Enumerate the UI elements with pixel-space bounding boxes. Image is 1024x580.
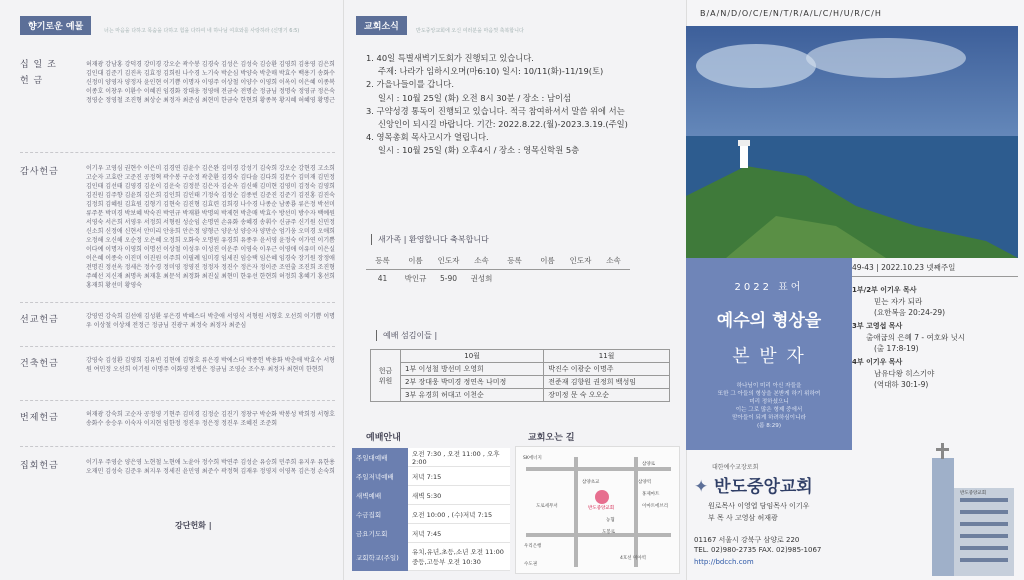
visitor-cell — [564, 270, 597, 288]
sermon-ref: (역대하 30:1-9) — [874, 380, 929, 389]
map-graphic — [516, 447, 681, 575]
church-name — [694, 472, 813, 497]
motto-box — [686, 258, 852, 450]
map-label: 삼양초교 — [582, 480, 600, 485]
section-names: 이기우 주영순 양은영 노현철 노현애 노윤아 정수희 박연주 김성순 유승희 민주희 유지우 유한용 오재민 김성숙 김준우 최지우 정세진 윤민영 최준수 곽정혁 김재우 정영지 이영목 김은정 손숙희 — [86, 459, 335, 475]
directions-map — [515, 446, 680, 574]
news-line: 주제: 나라가 임하시오며(마6:10) 일시: 10/11(화)-11/19(토) — [378, 66, 604, 77]
offering-cell: 전준재 김향원 권정희 백성임 — [544, 376, 670, 389]
divider — [20, 152, 335, 153]
motto-verse: 하나님이 미리 아신 자들을 또한 그 아들의 형상을 본받게 하기 위하여 미리 정하셨으니 이는 그로 많은 형제 중에서 맏아들이 되게 하려하심이니라 (롬 8:29) — [717, 383, 821, 429]
service-name: 금요기도회 — [352, 524, 408, 543]
visitor-header: 이름 — [531, 252, 564, 270]
service-row — [352, 467, 510, 486]
motto-line1: 예수의 형상을 — [716, 311, 822, 331]
visitor-header: 등록 — [366, 252, 399, 270]
altar-flower-label: 강단헌화 | — [175, 521, 212, 530]
section-tithe — [20, 60, 335, 105]
section-label: 번제헌금 — [20, 413, 59, 423]
news-line: 3. 구약성경 통독이 진행되고 있습니다. 적극 참여하셔서 말씀 위에 서는 — [366, 105, 625, 116]
map-label: 삼양역 — [638, 480, 652, 485]
visitor-header: 소속 — [465, 252, 498, 270]
divider — [20, 400, 335, 401]
denomination: 대한예수교장로회 — [712, 464, 759, 471]
section-meeting — [20, 458, 335, 476]
pastors: 원로목사 이영엽 담임목사 이기우 — [708, 502, 810, 510]
news-note: 반도중앙교회에 오신 여러분을 마음껏 축복합니다 — [416, 28, 524, 34]
visitor-cell — [531, 270, 564, 288]
section-label: 감사헌금 — [20, 167, 59, 177]
visitor-cell: 박인규 — [404, 274, 427, 283]
service-time: 새벽 5:30 — [408, 486, 510, 505]
sermon-title: 믿는 자가 되라 — [874, 297, 923, 306]
service-time: 저녁 7:45 — [408, 524, 510, 543]
sermon-slot: 1부/2부 이기우 목사 — [852, 286, 917, 294]
service-row — [352, 543, 510, 571]
news-list — [366, 52, 676, 158]
service-name: 주일저녁예배 — [352, 467, 408, 486]
sermon-slot: 3부 고영섭 목사 — [852, 322, 903, 330]
visitor-cell — [597, 270, 630, 288]
service-row — [352, 524, 510, 543]
issue-date: 49-43 | 2022.10.23 넷째주일 — [852, 262, 1018, 277]
news-line: 신앙인이 되시길 바랍니다. 기간: 2022.8.22.(월)-2023.3.19.(주일) — [378, 119, 628, 130]
sermon-slot: 4부 이기우 목사 — [852, 358, 903, 366]
visitor-title: 새가족 | 환영합니다 축복합니다 — [371, 234, 489, 245]
section-names: 허재광 강남홍 강덕경 강미경 강오순 곽수봉 김경숙 김성은 김성숙 김승환 김영희 김용영 김은희 김인대 김준기 김진옥 김효정 김희원 나수경 노기숙 박순심 박양숙 박춘매 박효수 백용기 송화수 신정미 양영자 양정자 윤인현 이기쁨 이명자 이영주 이상철 이양수 이영희 이옥이 이은혜 이종복 이종호 이창우 이환수 이혜진 임경화 장대웅 정영애 전금숙 전명순 정금님 정명숙 정영규 정은숙 정영순 정영철 조진형 최상순 최정자 최준심 최현미 한금숙 한현희 황종목 황지혜 허혜영 황명근 — [86, 61, 335, 104]
map-label: 4호선 미아역 — [620, 556, 647, 561]
offering-cell: 장미정 문 숙 오오순 — [544, 389, 670, 402]
website-link[interactable]: http://bdcch.com — [694, 558, 754, 566]
service-time: 유치,유년,초등,소년 오전 11:00 중등,고등부 오전 10:30 — [408, 543, 510, 571]
sermon-title: 남유다왕 히스기야 — [874, 369, 935, 378]
cover-photo — [686, 26, 1018, 258]
address: 01167 서울시 강북구 삼양로 220 — [694, 536, 800, 544]
section-label: 집회헌금 — [20, 461, 59, 471]
offering-cell: 3부 유경희 허대고 이천순 — [401, 389, 544, 402]
visitor-header: 인도자 — [564, 252, 597, 270]
donation-panel — [0, 0, 343, 580]
service-time: 저녁 7:15 — [408, 467, 510, 486]
service-name: 수금집회 — [352, 505, 408, 524]
visitor-header: 등록 — [498, 252, 531, 270]
worship-info — [852, 262, 1018, 390]
divider — [20, 302, 335, 303]
map-label: 도봉로 — [602, 530, 616, 535]
news-line: 일시 : 10월 25일 (화) 오후4시 / 장소 : 영목신학원 5층 — [378, 145, 580, 156]
visitor-cell: 41 — [377, 274, 388, 283]
map-label: SK에너지 — [523, 456, 542, 461]
section-label: 건축헌금 — [20, 359, 59, 369]
map-label: 농협 — [606, 518, 615, 523]
service-row — [352, 505, 510, 524]
divider — [20, 346, 335, 347]
visitor-cell: 5-90 — [439, 274, 458, 283]
divider — [20, 446, 335, 447]
visitor-header: 소속 — [597, 252, 630, 270]
motto-year: 2022 표어 — [734, 282, 804, 293]
service-row — [352, 486, 510, 505]
visitor-header: 이름 — [399, 252, 432, 270]
sermon-ref: (출 17:8-19) — [874, 344, 919, 353]
building-sign: 반도중앙교회 — [960, 491, 987, 496]
section-label: 십 일 조 헌 금 — [20, 60, 57, 86]
section-thanks — [20, 164, 335, 290]
service-name: 주일대예배 — [352, 448, 408, 467]
service-name: 교회학교(주일) — [352, 543, 408, 571]
news-header: 교회소식 — [356, 16, 407, 35]
map-label: 수도권 — [524, 562, 538, 567]
offering-label: 헌금 위원 — [371, 350, 401, 402]
church-marker-icon — [595, 490, 609, 504]
section-label: 선교헌금 — [20, 315, 59, 325]
section-names: 강영숙 김성환 김영희 김유빈 김현애 김형호 류은경 박에스더 박종헌 박용화 박춘애 박효수 서형원 여민정 오선희 이기원 이명주 이화영 전병은 정금님 조영순 조수우 최정자 최현미 한현희 — [86, 357, 335, 373]
church-logo-icon: ✦ — [694, 477, 709, 497]
church-en-name: B/A/N/D/O/C/E/N/T/R/A/L/C/H/U/R/C/H — [700, 9, 882, 18]
visitor-cell: 권성희 — [470, 274, 493, 283]
sermon-title: 출애굽의 은혜 7 - 여호와 닛시 — [866, 333, 966, 342]
service-title: 예배안내 — [366, 433, 401, 443]
service-row — [352, 448, 510, 467]
offering-cell: 박진수 이광순 이명주 — [544, 363, 670, 376]
section-names: 강영연 강숙희 김선애 김성환 류은경 박혜스더 박춘애 서영석 서형원 서형호 오선희 이기쁨 이명우 이상철 이상채 전정근 정금님 진광구 최정숙 최정자 최준심 — [86, 313, 335, 329]
news-line: 4. 영목총회 목사고시가 열립니다. — [366, 132, 489, 143]
map-label: 삼양로 — [642, 462, 656, 467]
directions-title: 교회오는 길 — [528, 433, 575, 443]
church-name-text: 반도중앙교회 — [714, 477, 813, 497]
map-label: 우리은행 — [524, 544, 542, 549]
visitor-header: 인도자 — [432, 252, 465, 270]
visitor-cell — [498, 270, 531, 288]
map-label: 도로세무서 — [536, 504, 558, 509]
section-names: 이기우 고영심 권현수 이은미 김경연 김윤수 김은완 김미경 강성기 김숙희 강오순 강현경 고소희 고순자 고효란 고준진 공정혁 곽수봉 구순정 곽춘환 김경숙 김다솔 김다희 김문수 김미재 김민정 김인태 김선태 김영경 김운이 김운숙 김정분 김은자 김순옥 김신해 김미현 김영미 김정숙 김영희 김진원 김주향 김윤희 김은희 김인희 김인태 기정숙 김정순 김종빈 김준진 김준기 김진홍 김진숙 김정희 김혜원 김효원 김형기 김현숙 김진형 김효련 김희경 나수경 나종순 남종룡 류은정 박선미 류주문 박미경 박보혜 박숙진 박연규 박재환 박명의 박제현 박춘매 박효수 방선미 방수자 백예원 서영숙 서은희 서영우 서정희 서형원 성순임 손명연 손유화 송혜경 송휘수 신금주 신기원 신민정 신소희 신정애 신현서 안미리 안웅희 안은정 양형근 양운성 양승자 양만순 엄기웅 오미경 오애희 오정해 오신해 오순정 오은혜 오정희 오화숙 오명원 유경희 유종우 윤서영 윤정숙 이가연 이기쁨 이다예 이명자 이영희 이명선 이상철 이성우 이성진 이운주 이영숙 이우근 이영애 이유미 이은실 이은혜 이종숙 이진미 이진원 이주희 이필례 임미경 임세진 임승택 임은혜 임경숙 장기원 장정애 전명진 정선옥 정세은 정수경 정미영 정영진 정정자 정진수 정은자 정이준 조연출 조진희 조진형 주혜선 지신재 최명옥 최재훈 최문석 최정화 최진실 최현미 한유선 한현희 허정희 홍혜기 홍선희 홍재희 황선미 황영숙 — [86, 165, 335, 289]
section-names: 허재광 강숙희 고순자 공정영 기현주 김미경 김정순 김진기 정창구 박순화 박봉성 박희정 서형호 송화수 송승우 이숙자 이지현 임한정 정진우 정은정 정진우 조혜진 조준회 — [86, 411, 335, 427]
section-mission — [20, 312, 335, 330]
news-line: 일시 : 10월 25일 (화) 오전 8시 30분 / 장소 : 남이섬 — [378, 92, 572, 103]
section-burnt — [20, 410, 335, 428]
visitor-table — [366, 252, 630, 287]
phone: TEL. 02)980-2735 FAX. 02)985-1067 — [694, 546, 822, 554]
service-time: 오전 10:00 , (수)저녁 7:15 — [408, 505, 510, 524]
service-time: 오전 7:30 , 오전 11:00 , 오후 2:00 — [408, 448, 510, 467]
building-image — [924, 438, 1018, 576]
month-header: 11월 — [544, 350, 670, 363]
map-label: 이마트에브리 — [642, 504, 669, 509]
map-label: 홍제마트 — [642, 492, 660, 497]
service-name: 새벽예배 — [352, 486, 408, 505]
section-building — [20, 356, 335, 374]
map-label: 반도중앙교회 — [588, 506, 615, 511]
offering-cell: 2부 장대웅 박미경 정연옥 나미정 — [401, 376, 544, 389]
month-header: 10월 — [401, 350, 544, 363]
offering-cell: 1부 이성철 방선미 오영희 — [401, 363, 544, 376]
prayer-title: 예배 섬김이들 | — [376, 330, 437, 341]
sermon-ref: (요한복음 20:24-29) — [874, 308, 946, 317]
motto-line2: 본 받 자 — [732, 346, 806, 367]
donation-header: 향기로운 예물 — [20, 16, 91, 35]
offering-table — [370, 349, 670, 402]
associate-pastors: 부 목 사 고영삼 허재광 — [708, 514, 778, 522]
lighthouse-image — [686, 26, 1018, 258]
donation-verse: 너는 마음을 다하고 목숨을 다하고 힘을 다하여 네 하나님 여호와를 사랑하라 (신명기 6:5) — [104, 28, 300, 34]
news-line: 1. 40일 특별새벽기도회가 진행되고 있습니다. — [366, 53, 534, 63]
church-building — [924, 438, 1018, 576]
news-line: 2. 가을나들이를 갑니다. — [366, 79, 454, 90]
